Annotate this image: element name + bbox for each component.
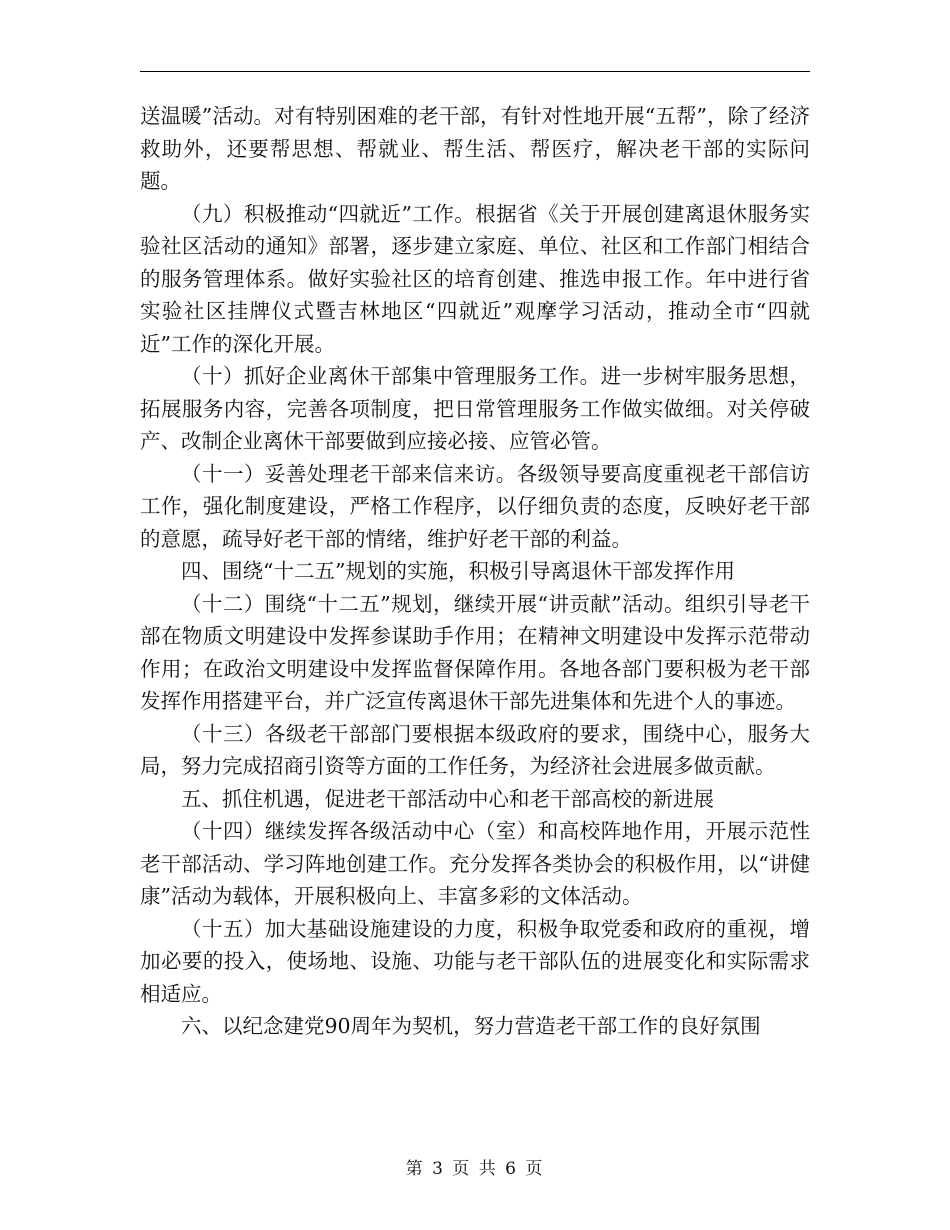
section-heading: 五、抓住机遇，促进老干部活动中心和老干部高校的新进展 — [181, 786, 714, 811]
paragraph: （十三）各级老干部部门要根据本级政府的要求，围绕中心，服务大局，努力完成招商引资等方面的工作任务，为经济社会进展多做贡献。 — [140, 721, 810, 778]
header-rule — [140, 71, 810, 72]
page-number: 第 3 页 共 6 页 — [405, 1159, 545, 1179]
section-heading: 四、围绕“十二五”规划的实施，积极引导离退休干部发挥作用 — [181, 559, 735, 583]
paragraph: （十）抓好企业离休干部集中管理服务工作。进一步树牢服务思想，拓展服务内容，完善各项制度，把日常管理服务工作做实做细。对关停破产、改制企业离休干部要做到应接必接、应管必管。 — [140, 364, 810, 453]
paragraph: （十五）加大基础设施建设的力度，积极争取党委和政府的重视，增加必要的投入，使场地、设施、功能与老干部队伍的进展变化和实际需求相适应。 — [140, 916, 810, 1006]
paragraph: （九）积极推动“四就近”工作。根据省《关于开展创建离退休服务实验社区活动的通知》部署，逐步建立家庭、单位、社区和工作部门相结合的服务管理体系。做好实验社区的培育创建、推选申报工作。年中进行省实验社区挂牌仪式暨吉林地区“四就近”观摩学习活动，推动全市“四就近”工作的深化开展。 — [140, 201, 810, 356]
paragraph: （十四）继续发挥各级活动中心（室）和高校阵地作用，开展示范性老干部活动、学习阵地创建工作。充分发挥各类协会的积极作用，以“讲健康”活动为载体，开展积极向上、丰富多彩的文体活动。 — [140, 819, 810, 908]
paragraph: （十二）围绕“十二五”规划，继续开展“讲贡献”活动。组织引导老干部在物质文明建设中发挥参谋助手作用；在精神文明建设中发挥示范带动作用；在政治文明建设中发挥监督保障作用。各地各部门要积极为老干部发挥作用搭建平台，并广泛宣传离退休干部先进集体和先进个人的事迹。 — [140, 591, 810, 713]
section-heading: 六、以纪念建党90周年为契机，努力营造老干部工作的良好氛围 — [181, 1014, 761, 1038]
paragraph: 送温暖”活动。对有特别困难的老干部，有针对性地开展“五帮”，除了经济救助外，还要帮思想、帮就业、帮生活、帮医疗，解决老干部的实际问题。 — [140, 104, 810, 193]
body-text — [140, 100, 810, 1043]
paragraph: （十一）妥善处理老干部来信来访。各级领导要高度重视老干部信访工作，强化制度建设，严格工作程序，以仔细负责的态度，反映好老干部的意愿，疏导好老干部的情绪，维护好老干部的利益。 — [140, 461, 810, 551]
